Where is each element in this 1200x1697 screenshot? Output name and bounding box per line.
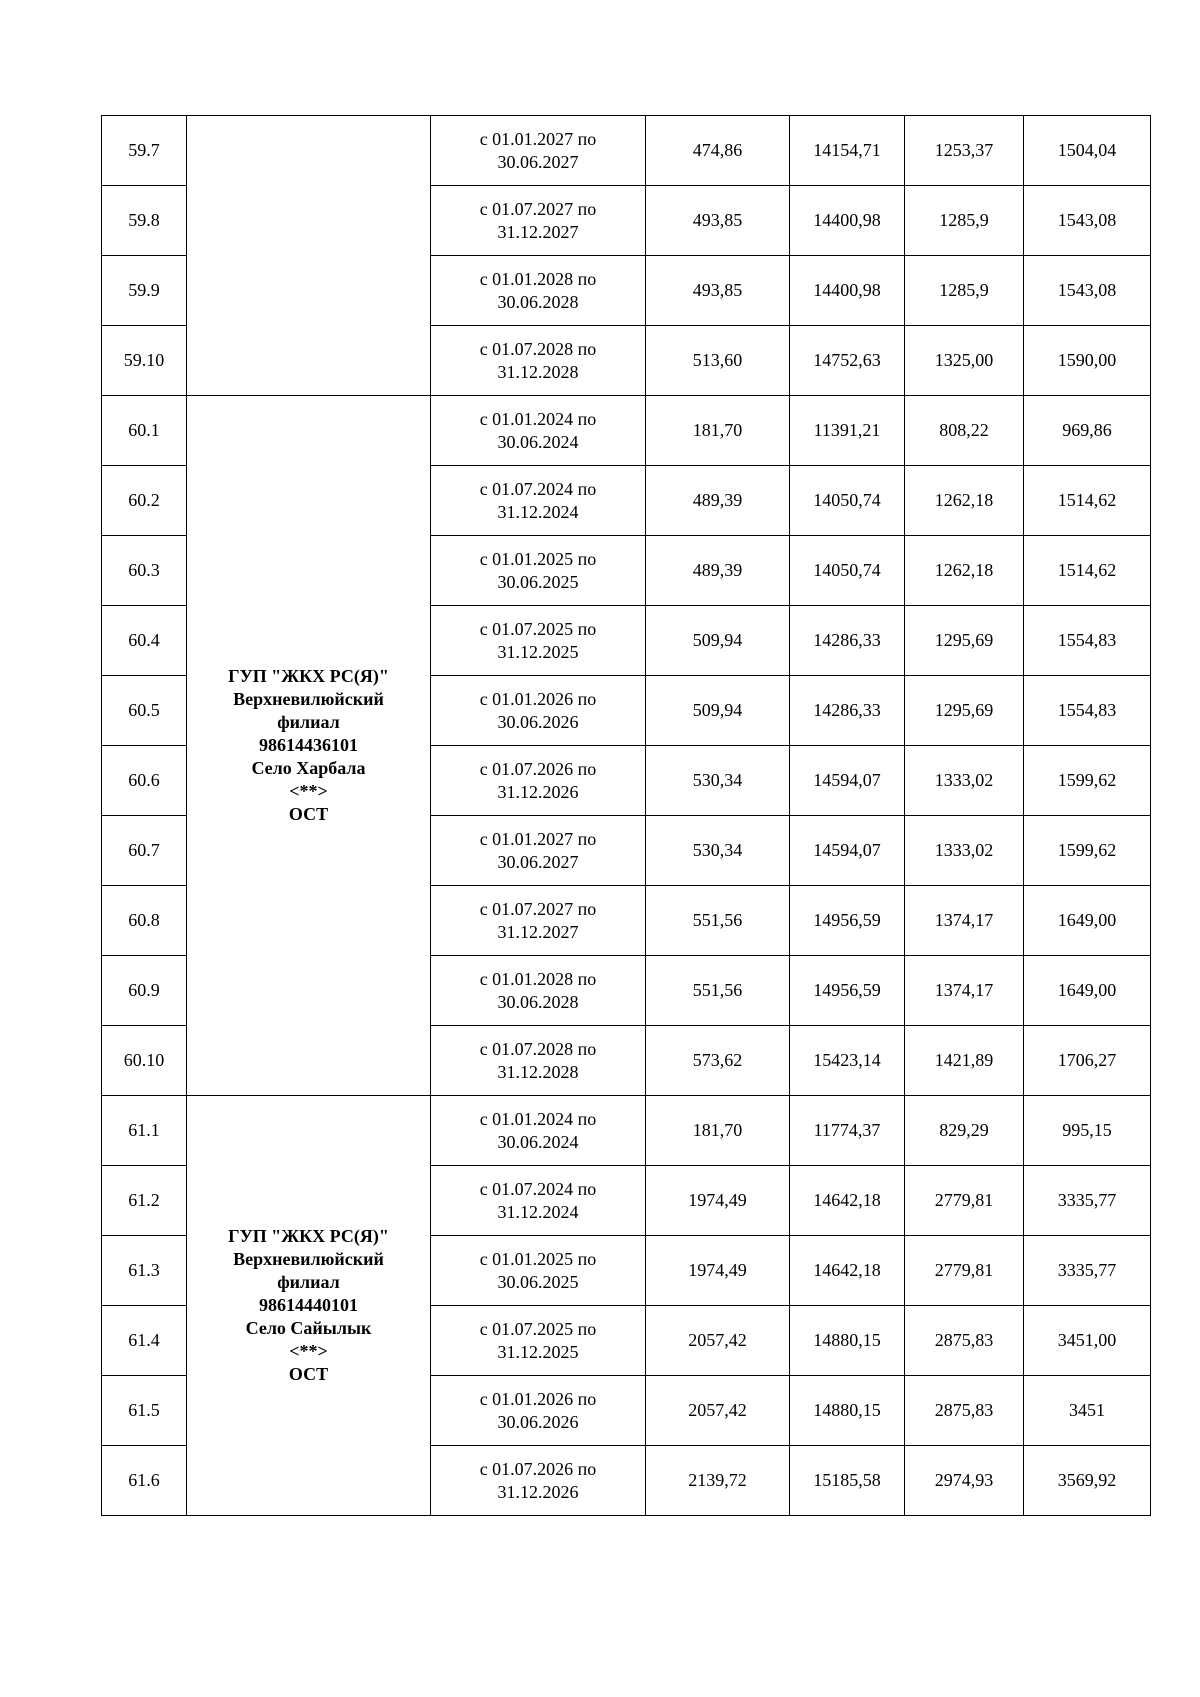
row-number-cell: 60.8	[102, 886, 187, 956]
row-number-cell: 61.5	[102, 1376, 187, 1446]
period-line: 31.12.2024	[497, 1201, 579, 1222]
value-cell-1: 573,62	[646, 1026, 790, 1096]
period-line: 31.12.2024	[497, 501, 579, 522]
value-cell-4: 1543,08	[1024, 256, 1151, 326]
value-cell-4: 3451,00	[1024, 1306, 1151, 1376]
period-line: с 01.01.2024 по	[479, 1108, 597, 1129]
row-number-cell: 61.4	[102, 1306, 187, 1376]
table-row	[102, 116, 1151, 186]
period-line: 30.06.2025	[497, 571, 579, 592]
value-cell-3: 1253,37	[905, 116, 1024, 186]
row-number-cell: 59.7	[102, 116, 187, 186]
value-cell-3: 1295,69	[905, 606, 1024, 676]
period-cell	[431, 606, 646, 676]
value-cell-2: 14400,98	[790, 186, 905, 256]
period-cell	[431, 1096, 646, 1166]
value-cell-4: 1599,62	[1024, 816, 1151, 886]
period-line: 31.12.2025	[497, 1341, 579, 1362]
row-number-cell: 59.9	[102, 256, 187, 326]
period-cell	[431, 816, 646, 886]
value-cell-2: 11774,37	[790, 1096, 905, 1166]
value-cell-3: 1325,00	[905, 326, 1024, 396]
organization-cell	[187, 396, 431, 1096]
value-cell-4: 1554,83	[1024, 606, 1151, 676]
organization-line: Село Харбала	[251, 758, 366, 778]
value-cell-2: 14286,33	[790, 676, 905, 746]
value-cell-1: 2057,42	[646, 1306, 790, 1376]
period-cell	[431, 746, 646, 816]
value-cell-4: 3335,77	[1024, 1166, 1151, 1236]
organization-line: ГУП "ЖКХ РС(Я)"	[228, 666, 389, 686]
period-cell	[431, 1446, 646, 1516]
value-cell-4: 1590,00	[1024, 326, 1151, 396]
value-cell-1: 474,86	[646, 116, 790, 186]
row-number-cell: 60.2	[102, 466, 187, 536]
period-line: 30.06.2028	[497, 991, 579, 1012]
row-number-cell: 60.6	[102, 746, 187, 816]
period-cell	[431, 536, 646, 606]
period-line: с 01.07.2024 по	[479, 478, 597, 499]
value-cell-1: 489,39	[646, 536, 790, 606]
value-cell-4: 969,86	[1024, 396, 1151, 466]
row-number-cell: 61.6	[102, 1446, 187, 1516]
organization-line: ГУП "ЖКХ РС(Я)"	[228, 1226, 389, 1246]
value-cell-1: 513,60	[646, 326, 790, 396]
row-number-cell: 61.2	[102, 1166, 187, 1236]
period-line: 31.12.2028	[497, 1061, 579, 1082]
tariff-table-body	[102, 116, 1151, 1516]
row-number-cell: 60.1	[102, 396, 187, 466]
organization-line: 98614436101	[259, 735, 358, 755]
value-cell-3: 2875,83	[905, 1376, 1024, 1446]
period-line: 31.12.2027	[497, 921, 579, 942]
row-number-cell: 59.8	[102, 186, 187, 256]
value-cell-1: 1974,49	[646, 1236, 790, 1306]
period-line: с 01.01.2025 по	[479, 1248, 597, 1269]
period-line: 30.06.2027	[497, 851, 579, 872]
value-cell-2: 15185,58	[790, 1446, 905, 1516]
value-cell-2: 11391,21	[790, 396, 905, 466]
period-line: с 01.07.2027 по	[479, 198, 597, 219]
value-cell-3: 2875,83	[905, 1306, 1024, 1376]
value-cell-3: 1374,17	[905, 886, 1024, 956]
value-cell-1: 181,70	[646, 396, 790, 466]
value-cell-1: 530,34	[646, 816, 790, 886]
value-cell-2: 14642,18	[790, 1236, 905, 1306]
period-line: с 01.01.2028 по	[479, 268, 597, 289]
period-cell	[431, 186, 646, 256]
value-cell-4: 1649,00	[1024, 956, 1151, 1026]
organization-line: <**>	[289, 781, 328, 801]
value-cell-2: 14956,59	[790, 886, 905, 956]
value-cell-4: 3451	[1024, 1376, 1151, 1446]
value-cell-3: 829,29	[905, 1096, 1024, 1166]
row-number-cell: 61.1	[102, 1096, 187, 1166]
period-cell	[431, 116, 646, 186]
value-cell-2: 14050,74	[790, 466, 905, 536]
period-line: 30.06.2024	[497, 431, 579, 452]
period-line: с 01.07.2025 по	[479, 1318, 597, 1339]
period-cell	[431, 256, 646, 326]
value-cell-1: 493,85	[646, 256, 790, 326]
value-cell-4: 3569,92	[1024, 1446, 1151, 1516]
row-number-cell: 60.7	[102, 816, 187, 886]
value-cell-1: 2057,42	[646, 1376, 790, 1446]
value-cell-1: 181,70	[646, 1096, 790, 1166]
tariff-table	[101, 115, 1151, 1516]
value-cell-4: 1554,83	[1024, 676, 1151, 746]
period-cell	[431, 396, 646, 466]
value-cell-2: 14880,15	[790, 1376, 905, 1446]
value-cell-4: 1706,27	[1024, 1026, 1151, 1096]
row-number-cell: 61.3	[102, 1236, 187, 1306]
row-number-cell: 60.5	[102, 676, 187, 746]
value-cell-2: 14594,07	[790, 816, 905, 886]
value-cell-2: 14880,15	[790, 1306, 905, 1376]
period-cell	[431, 466, 646, 536]
period-line: 30.06.2028	[497, 291, 579, 312]
period-line: 31.12.2026	[497, 781, 579, 802]
period-line: с 01.07.2025 по	[479, 618, 597, 639]
period-line: с 01.07.2024 по	[479, 1178, 597, 1199]
period-line: с 01.01.2027 по	[479, 128, 597, 149]
period-line: с 01.01.2026 по	[479, 688, 597, 709]
value-cell-2: 14286,33	[790, 606, 905, 676]
value-cell-4: 1599,62	[1024, 746, 1151, 816]
organization-line: ОСТ	[288, 1364, 329, 1384]
value-cell-1: 530,34	[646, 746, 790, 816]
value-cell-3: 2779,81	[905, 1166, 1024, 1236]
value-cell-1: 551,56	[646, 886, 790, 956]
period-line: с 01.07.2028 по	[479, 338, 597, 359]
period-cell	[431, 676, 646, 746]
period-cell	[431, 886, 646, 956]
value-cell-1: 489,39	[646, 466, 790, 536]
table-row	[102, 1096, 1151, 1166]
value-cell-1: 509,94	[646, 676, 790, 746]
value-cell-2: 14154,71	[790, 116, 905, 186]
value-cell-1: 2139,72	[646, 1446, 790, 1516]
period-line: 31.12.2025	[497, 641, 579, 662]
period-line: 30.06.2025	[497, 1271, 579, 1292]
value-cell-4: 1543,08	[1024, 186, 1151, 256]
period-cell	[431, 1306, 646, 1376]
period-cell	[431, 1166, 646, 1236]
value-cell-4: 1649,00	[1024, 886, 1151, 956]
organization-line: <**>	[289, 1341, 328, 1361]
organization-line: 98614440101	[259, 1295, 358, 1315]
value-cell-3: 1333,02	[905, 746, 1024, 816]
period-line: с 01.07.2026 по	[479, 1458, 597, 1479]
value-cell-2: 14642,18	[790, 1166, 905, 1236]
period-line: с 01.07.2028 по	[479, 1038, 597, 1059]
table-row	[102, 396, 1151, 466]
organization-line: Верхневилюйский	[233, 1249, 384, 1269]
value-cell-4: 995,15	[1024, 1096, 1151, 1166]
value-cell-3: 1374,17	[905, 956, 1024, 1026]
period-cell	[431, 1376, 646, 1446]
value-cell-1: 509,94	[646, 606, 790, 676]
organization-line: ОСТ	[288, 804, 329, 824]
period-cell	[431, 1026, 646, 1096]
period-line: 31.12.2028	[497, 361, 579, 382]
value-cell-2: 15423,14	[790, 1026, 905, 1096]
period-line: с 01.01.2024 по	[479, 408, 597, 429]
value-cell-3: 1285,9	[905, 256, 1024, 326]
period-line: с 01.01.2027 по	[479, 828, 597, 849]
value-cell-2: 14956,59	[790, 956, 905, 1026]
value-cell-1: 551,56	[646, 956, 790, 1026]
organization-cell	[187, 116, 431, 396]
value-cell-2: 14400,98	[790, 256, 905, 326]
value-cell-3: 1262,18	[905, 536, 1024, 606]
value-cell-4: 1514,62	[1024, 466, 1151, 536]
row-number-cell: 60.4	[102, 606, 187, 676]
value-cell-4: 1514,62	[1024, 536, 1151, 606]
period-cell	[431, 956, 646, 1026]
period-line: 30.06.2026	[497, 711, 579, 732]
row-number-cell: 59.10	[102, 326, 187, 396]
period-line: 31.12.2027	[497, 221, 579, 242]
organization-line: филиал	[277, 712, 340, 732]
value-cell-3: 1262,18	[905, 466, 1024, 536]
value-cell-3: 1295,69	[905, 676, 1024, 746]
value-cell-3: 1421,89	[905, 1026, 1024, 1096]
period-line: 31.12.2026	[497, 1481, 579, 1502]
organization-line: филиал	[277, 1272, 340, 1292]
row-number-cell: 60.10	[102, 1026, 187, 1096]
period-line: с 01.07.2027 по	[479, 898, 597, 919]
value-cell-2: 14752,63	[790, 326, 905, 396]
period-line: 30.06.2024	[497, 1131, 579, 1152]
row-number-cell: 60.3	[102, 536, 187, 606]
period-line: с 01.07.2026 по	[479, 758, 597, 779]
value-cell-3: 1333,02	[905, 816, 1024, 886]
value-cell-1: 1974,49	[646, 1166, 790, 1236]
value-cell-3: 1285,9	[905, 186, 1024, 256]
organization-line: Верхневилюйский	[233, 689, 384, 709]
organization-line: Село Сайылык	[245, 1318, 372, 1338]
value-cell-2: 14594,07	[790, 746, 905, 816]
period-line: 30.06.2027	[497, 151, 579, 172]
value-cell-1: 493,85	[646, 186, 790, 256]
period-cell	[431, 1236, 646, 1306]
value-cell-3: 2974,93	[905, 1446, 1024, 1516]
value-cell-4: 1504,04	[1024, 116, 1151, 186]
period-line: 30.06.2026	[497, 1411, 579, 1432]
value-cell-4: 3335,77	[1024, 1236, 1151, 1306]
organization-cell	[187, 1096, 431, 1516]
value-cell-2: 14050,74	[790, 536, 905, 606]
row-number-cell: 60.9	[102, 956, 187, 1026]
period-cell	[431, 326, 646, 396]
value-cell-3: 2779,81	[905, 1236, 1024, 1306]
value-cell-3: 808,22	[905, 396, 1024, 466]
period-line: с 01.01.2026 по	[479, 1388, 597, 1409]
period-line: с 01.01.2028 по	[479, 968, 597, 989]
period-line: с 01.01.2025 по	[479, 548, 597, 569]
